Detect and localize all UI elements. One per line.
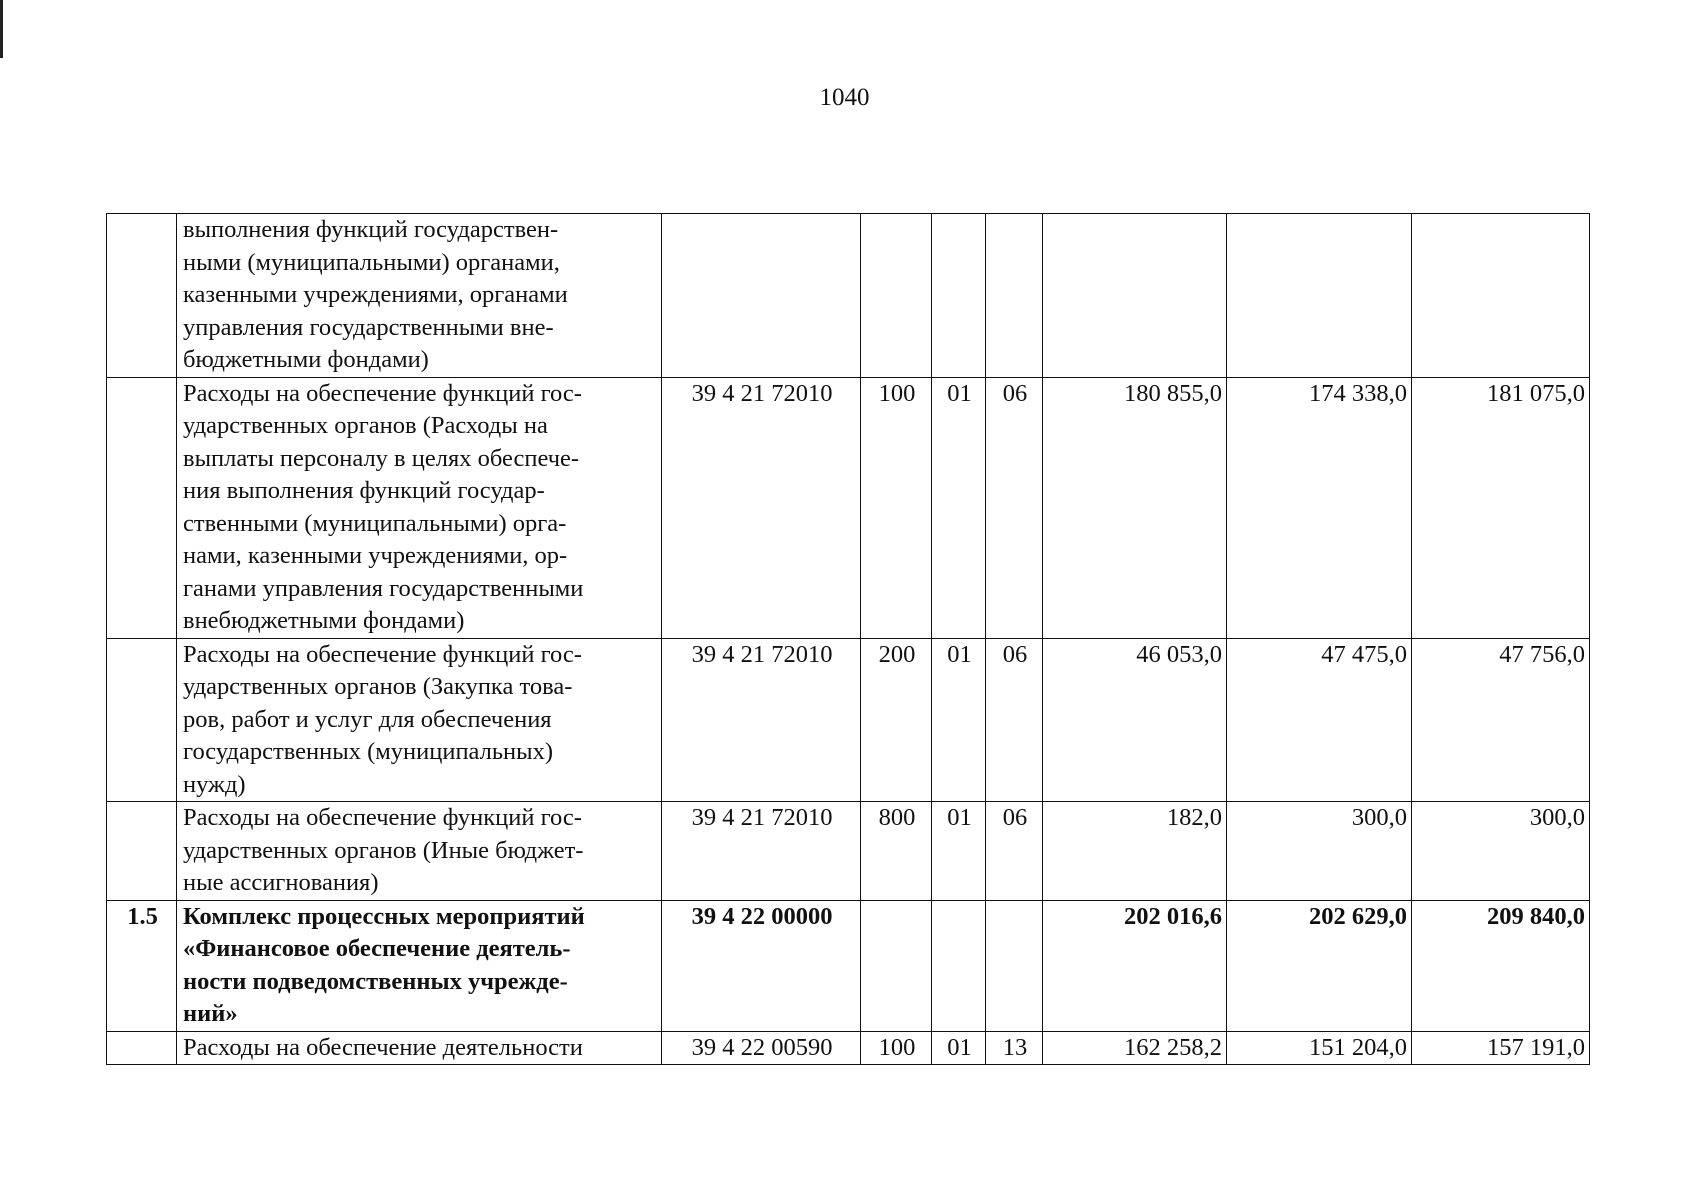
description-line: «Финансовое обеспечение деятель- — [183, 935, 571, 962]
description-line: ний» — [183, 1000, 238, 1027]
description-line: Расходы на обеспечение функций гос- — [183, 379, 582, 407]
table-row — [107, 377, 1590, 638]
description-line: ров, работ и услуг для обеспечения — [183, 705, 552, 733]
table-row — [107, 1031, 1590, 1065]
description-line: бюджетными фондами) — [183, 346, 429, 373]
amount-year3-cell — [1412, 214, 1590, 378]
description-line: выплаты персоналу в целях обеспече- — [183, 444, 580, 472]
description-line: Расходы на обеспечение функций гос- — [183, 640, 582, 668]
amount-year2-cell: 202 629,0 — [1227, 900, 1412, 1031]
target-code-cell: 39 4 21 72010 — [662, 638, 861, 802]
description-line: ния выполнения функций государ- — [183, 477, 545, 504]
table-row — [107, 638, 1590, 802]
description-line: нужд) — [183, 770, 246, 798]
amount-year2-cell — [1227, 214, 1412, 378]
description-cell — [177, 900, 662, 1031]
description-line: казенными учреждениями, органами — [183, 281, 568, 308]
section-cell: 01 — [932, 638, 986, 802]
row-number-cell — [107, 1031, 177, 1065]
expense-type-cell: 100 — [861, 1031, 932, 1065]
description-line: Комплекс процессных мероприятий — [183, 902, 585, 930]
subsection-cell — [986, 214, 1043, 378]
target-code-cell: 39 4 22 00590 — [662, 1031, 861, 1065]
amount-year1-cell: 182,0 — [1043, 802, 1227, 901]
description-line: ственными (муниципальными) орга- — [183, 509, 567, 537]
amount-year2-cell: 300,0 — [1227, 802, 1412, 901]
amount-year1-cell: 46 053,0 — [1043, 638, 1227, 802]
target-code-cell: 39 4 22 00000 — [662, 900, 861, 1031]
page-number: 1040 — [819, 84, 870, 111]
target-code-cell: 39 4 21 72010 — [662, 377, 861, 638]
description-line: внебюджетными фондами) — [183, 607, 465, 634]
target-code-cell — [662, 214, 861, 378]
amount-year2-cell: 151 204,0 — [1227, 1031, 1412, 1065]
budget-table — [106, 213, 1590, 1065]
description-line: ности подведомственных учрежде- — [183, 967, 568, 995]
description-line: выполнения функций государствен- — [183, 216, 559, 243]
description-line: управления государственными вне- — [183, 313, 554, 341]
expense-type-cell: 800 — [861, 802, 932, 901]
row-number-cell — [107, 638, 177, 802]
amount-year1-cell — [1043, 214, 1227, 378]
description-cell — [177, 1031, 662, 1065]
description-line: Расходы на обеспечение функций гос- — [183, 804, 582, 831]
section-cell: 01 — [932, 377, 986, 638]
description-cell — [177, 377, 662, 638]
section-cell — [932, 900, 986, 1031]
description-line: ганами управления государственными — [183, 574, 584, 602]
amount-year3-cell: 157 191,0 — [1412, 1031, 1590, 1065]
amount-year3-cell: 181 075,0 — [1412, 377, 1590, 638]
subsection-cell: 06 — [986, 802, 1043, 901]
table-row — [107, 214, 1590, 378]
row-number-cell — [107, 377, 177, 638]
amount-year1-cell: 162 258,2 — [1043, 1031, 1227, 1065]
description-line: Расходы на обеспечение деятельности — [183, 1033, 583, 1061]
target-code-cell: 39 4 21 72010 — [662, 802, 861, 901]
expense-type-cell — [861, 214, 932, 378]
subsection-cell: 13 — [986, 1031, 1043, 1065]
section-cell: 01 — [932, 1031, 986, 1065]
description-line: нами, казенными учреждениями, ор- — [183, 542, 568, 569]
description-line: государственных (муниципальных) — [183, 738, 554, 765]
subsection-cell: 06 — [986, 377, 1043, 638]
description-line: ными (муниципальными) органами, — [183, 248, 560, 276]
subsection-cell — [986, 900, 1043, 1031]
description-line: ные ассигнования) — [183, 869, 379, 896]
amount-year2-cell: 174 338,0 — [1227, 377, 1412, 638]
table-row — [107, 802, 1590, 901]
section-cell: 01 — [932, 802, 986, 901]
amount-year1-cell: 202 016,6 — [1043, 900, 1227, 1031]
description-line: ударственных органов (Расходы на — [183, 412, 548, 439]
row-number-cell: 1.5 — [107, 900, 177, 1031]
description-line: ударственных органов (Иные бюджет- — [183, 836, 584, 864]
amount-year2-cell: 47 475,0 — [1227, 638, 1412, 802]
expense-type-cell — [861, 900, 932, 1031]
row-number-cell — [107, 802, 177, 901]
amount-year3-cell: 300,0 — [1412, 802, 1590, 901]
table-row — [107, 900, 1590, 1031]
description-cell — [177, 214, 662, 378]
expense-type-cell: 200 — [861, 638, 932, 802]
subsection-cell: 06 — [986, 638, 1043, 802]
expense-type-cell: 100 — [861, 377, 932, 638]
description-cell — [177, 638, 662, 802]
section-cell — [932, 214, 986, 378]
scan-edge-mark — [0, 0, 3, 58]
amount-year3-cell: 47 756,0 — [1412, 638, 1590, 802]
description-cell — [177, 802, 662, 901]
amount-year1-cell: 180 855,0 — [1043, 377, 1227, 638]
amount-year3-cell: 209 840,0 — [1412, 900, 1590, 1031]
description-line: ударственных органов (Закупка това- — [183, 673, 573, 700]
table-body — [107, 214, 1590, 1065]
row-number-cell — [107, 214, 177, 378]
